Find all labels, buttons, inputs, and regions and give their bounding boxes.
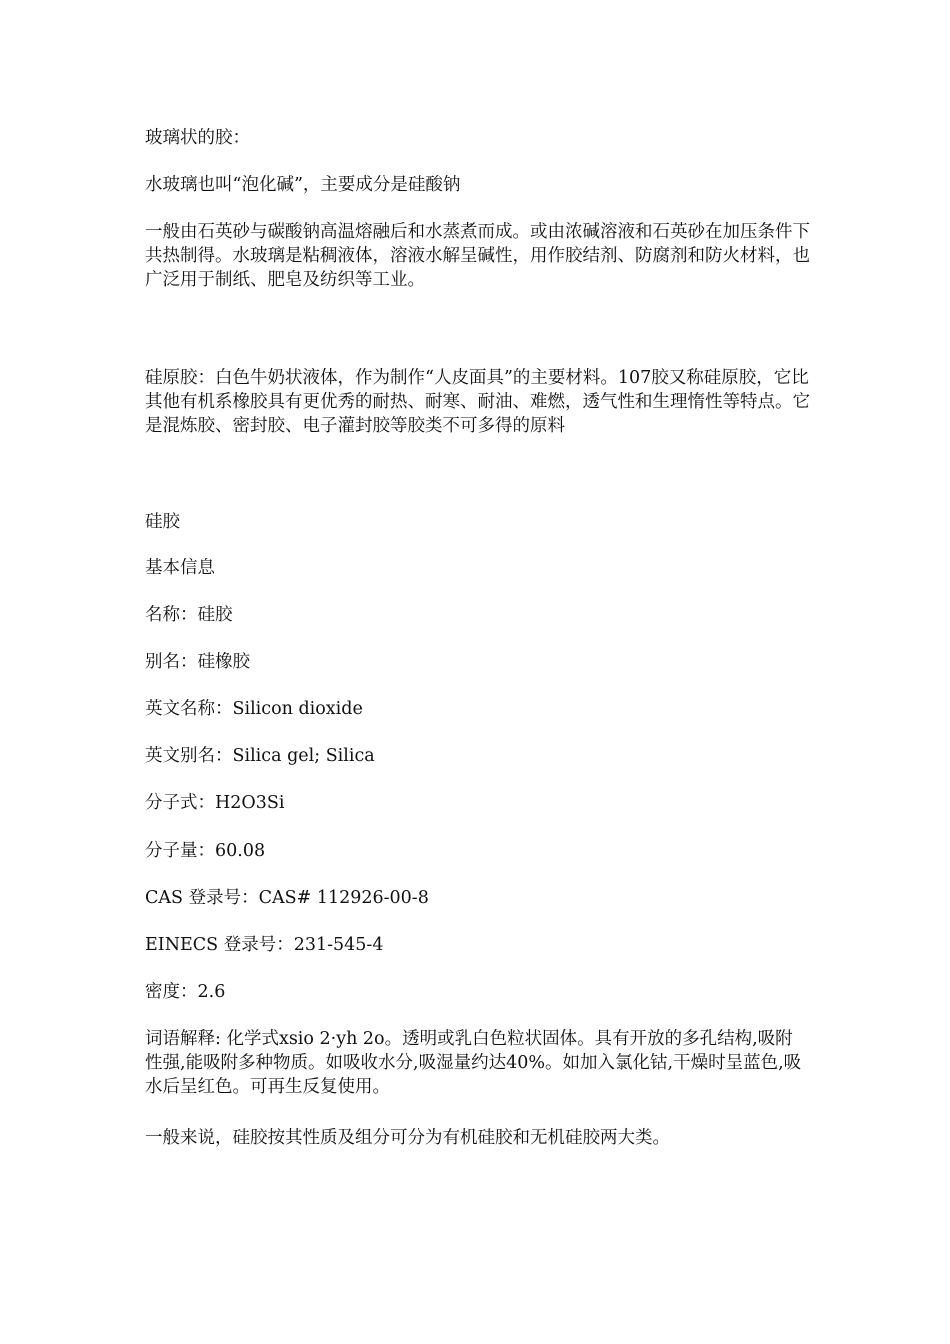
formula-field: 分子式：H2O3Si [145, 793, 285, 813]
silica-gel-heading: 硅胶 [145, 512, 180, 532]
english-name-field: 英文名称：Silicon dioxide [145, 699, 363, 719]
term-explanation: 词语解释: 化学式xsio 2·yh 2o。透明或乳白色粒状固体。具有开放的多孔结构,吸附性强,能吸附多种物质。如吸收水分,吸湿量约达40%。如加入氯化钴,干燥时呈蓝色,吸水后呈红色。可再生反复使用。 [145, 1029, 802, 1097]
density-field: 密度：2.6 [145, 982, 226, 1002]
cas-field: CAS 登录号：CAS# 112926-00-8 [145, 888, 429, 908]
name-field: 名称：硅胶 [145, 605, 233, 625]
silicone-raw-description: 硅原胶：白色牛奶状液体，作为制作“人皮面具”的主要材料。107胶又称硅原胶，它比其他有机系橡胶具有更优秀的耐热、耐寒、耐油、难燃，透气性和生理惰性等特点。它是混炼胶、密封胶、电子灌封胶等胶类不可多得的原料 [145, 368, 810, 436]
molecular-weight-field: 分子量：60.08 [145, 841, 266, 861]
basic-info-heading: 基本信息 [145, 558, 215, 578]
classification-text: 一般来说，硅胶按其性质及组分可分为有机硅胶和无机硅胶两大类。 [145, 1128, 670, 1148]
water-glass-description: 一般由石英砂与碳酸钠高温熔融后和水蒸煮而成。或由浓碱溶液和石英砂在加压条件下共热制得。水玻璃是粘稠液体，溶液水解呈碱性，用作胶结剂、防腐剂和防火材料，也广泛用于制纸、肥皂及纺织等工业。 [145, 222, 810, 290]
einecs-field: EINECS 登录号：231-545-4 [145, 935, 384, 955]
english-alias-field: 英文别名：Silica gel; Silica [145, 746, 375, 766]
alias-field: 别名：硅橡胶 [145, 652, 250, 672]
water-glass-line: 水玻璃也叫“泡化碱”，主要成分是硅酸钠 [145, 175, 461, 195]
glass-glue-heading: 玻璃状的胶： [145, 128, 250, 148]
